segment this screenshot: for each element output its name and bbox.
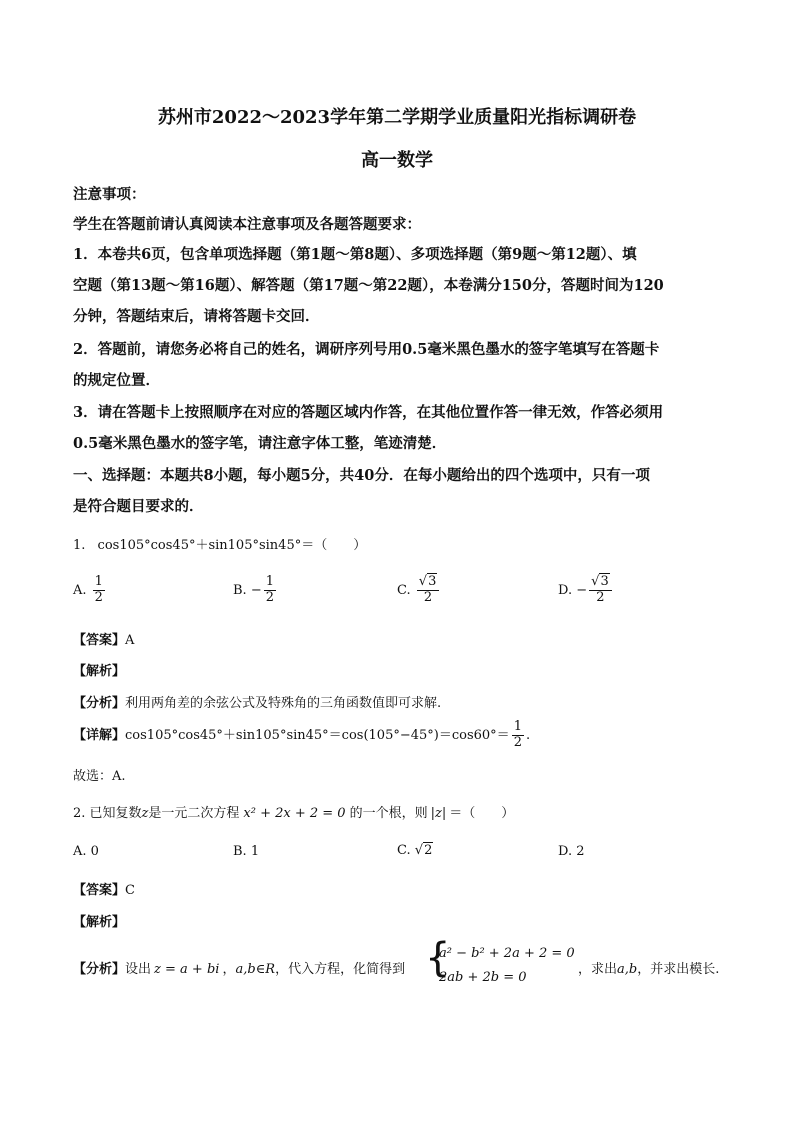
fraction: $\frac{√3}{2}$ (417, 575, 440, 606)
q1-fenxi: 【分析】利用两角差的余弦公式及特殊角的三角函数值即可求解. (73, 696, 442, 711)
q2-fenxi: 【分析】设出 z = a + bi ，a,b∈R，代入方程，化简得到 (73, 962, 406, 977)
q2-option-a: A. 0 (73, 844, 99, 859)
q1-number: 1. (73, 538, 86, 553)
q2-analysis-heading: 【解析】 (73, 915, 126, 930)
q1-option-b: B. − $\frac{1}{2}$ (233, 574, 275, 605)
q1-conclusion: 故选：A. (73, 769, 126, 784)
equation-2: 2ab + 2b = 0 (439, 970, 527, 985)
q2-option-c: C. √2 (397, 843, 433, 858)
left-brace: { (425, 935, 451, 981)
fraction: $\frac{√3}{2}$ (589, 575, 612, 606)
q2-option-b: B. 1 (233, 844, 260, 859)
notice-intro: 学生在答题前请认真阅读本注意事项及各题答题要求： (73, 216, 421, 233)
notice-item1-line3: 分钟，答题结束后，请将答题卡交回． (73, 308, 320, 325)
q2-option-d: D. 2 (558, 844, 585, 859)
q1-option-a: A. $\frac{1}{2}$ (73, 574, 103, 605)
notice-heading: 注意事项： (73, 186, 146, 203)
q2-answer: 【答案】C (73, 883, 135, 898)
fraction: $\frac{1}{2}$ (94, 574, 103, 605)
notice-item2-line1: 2．答题前，请您务必将自己的姓名，调研序列号用0.5毫米黑色墨水的签字笔填写在答题卡 (73, 341, 660, 358)
q1-expression: cos105°cos45°＋sin105°sin45°＝（ ） (97, 538, 367, 553)
sqrt-symbol: √2 (414, 843, 433, 858)
fraction: $\frac{1}{2}$ (265, 574, 275, 605)
page-subtitle: 高一数学 (361, 150, 433, 171)
q1-answer: 【答案】A (73, 633, 135, 648)
q1-analysis-heading: 【解析】 (73, 664, 126, 679)
fraction: $\frac{1}{2}$ (513, 719, 522, 750)
notice-item3-line1: 3．请在答题卡上按照顺序在对应的答题区域内作答，在其他位置作答一律无效，作答必须用 (73, 404, 664, 421)
q1-detail: 【详解】cos105°cos45°＋sin105°sin45°＝cos(105°−45°)＝cos60°＝ $\frac{1}{2}$ . (73, 719, 531, 750)
section1-line1: 一、选择题：本题共8小题，每小题5分，共40分．在每小题给出的四个选项中，只有一项 (73, 467, 650, 484)
q1-option-c: C. $\frac{√3}{2}$ (397, 575, 441, 606)
page-title: 苏州市2022～2023学年第二学期学业质量阳光指标调研卷 (157, 107, 637, 128)
q1-option-d: D. − $\frac{√3}{2}$ (558, 575, 614, 606)
q2-fenxi-tail: ，求出a,b，并求出模长. (578, 962, 720, 977)
notice-item1-line1: 1．本卷共6页，包含单项选择题（第1题～第8题）、多项选择题（第9题～第12题）、填 (73, 246, 637, 263)
equation-1: a² − b² + 2a + 2 = 0 (439, 946, 575, 961)
notice-item2-line2: 的规定位置． (73, 372, 160, 389)
q1-stem (73, 534, 366, 553)
q2-stem: 2. 已知复数z是一元二次方程 x² + 2x + 2 = 0 的一个根，则 |z| ＝（ ） (73, 806, 515, 821)
notice-item3-line2: 0.5毫米黑色墨水的签字笔，请注意字体工整，笔迹清楚． (73, 435, 447, 452)
sqrt-symbol: √3 (418, 574, 437, 589)
section1-line2: 是符合题目要求的． (73, 498, 204, 515)
sqrt-symbol: √3 (591, 574, 609, 589)
notice-item1-line2: 空题（第13题～第16题）、解答题（第17题～第22题），本卷满分150分，答题时间为120 (73, 277, 664, 294)
